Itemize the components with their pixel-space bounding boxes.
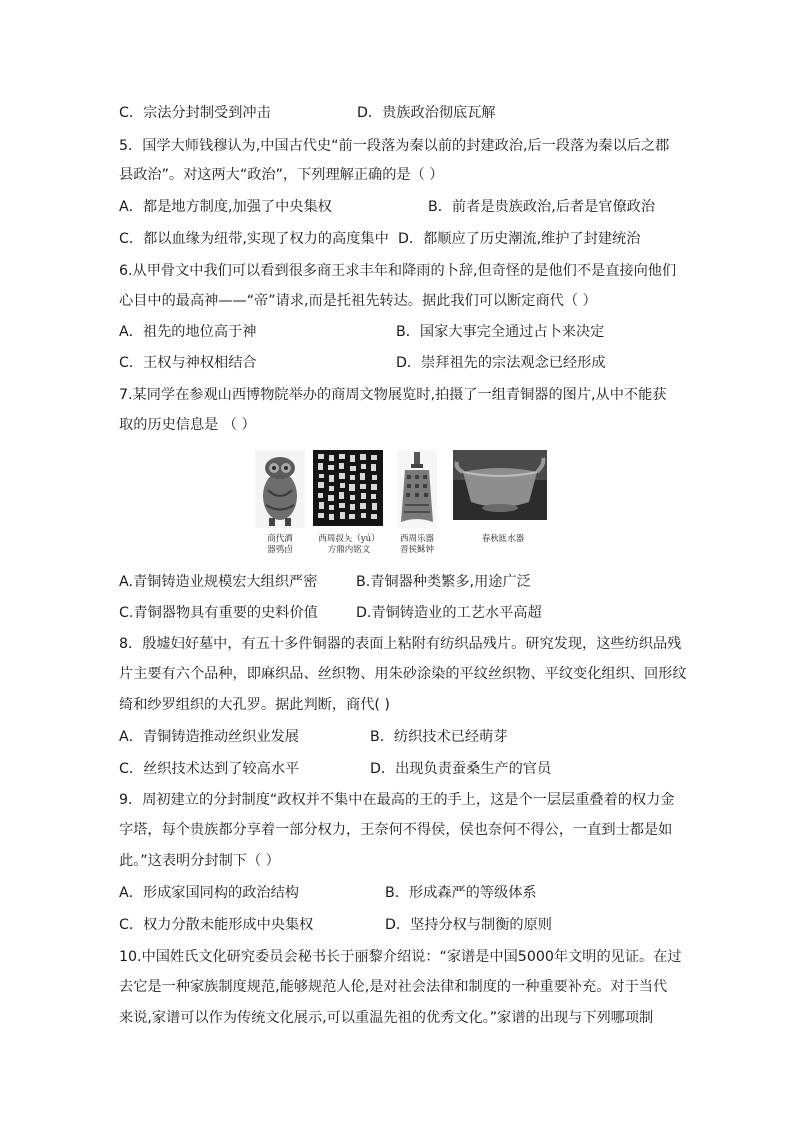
q8-option-a: A．青铜铸造推动丝织业发展: [119, 729, 299, 745]
q5-option-c: C．都以血缘为纽带,实现了权力的高度集中: [119, 231, 389, 247]
bronze-figure-group: [255, 450, 550, 560]
q6-option-b: B．国家大事完全通过占卜来决定: [396, 324, 605, 340]
question-6-stem-cont: 心目中的最高神——“帝”请求,而是托祖先转达。据此我们可以断定商代（ ）: [119, 293, 597, 309]
question-6-stem: 6.从甲骨文中我们可以看到很多商王求丰年和降雨的卜辞,但奇怪的是他们不是直接向他们: [119, 263, 677, 279]
question-5-stem-cont: 县政治”。对这两大“政治”，下列理解正确的是（ ）: [119, 167, 444, 183]
q8-option-c: C．丝织技术达到了较高水平: [119, 761, 300, 777]
inscription-image: [313, 450, 383, 530]
question-10-stem: 10.中国姓氏文化研究委员会秘书长于丽黎介绍说：“家谱是中国5000年文明的见证。在过: [119, 949, 682, 965]
q7-option-d: D.青铜铸造业的工艺水平高超: [356, 605, 542, 621]
q7-option-b: B.青铜器种类繁多,用途广泛: [356, 574, 531, 590]
q9-option-b: B．形成森严的等级体系: [385, 885, 537, 901]
figure-2-caption-line2: 方鼎内铭文: [327, 545, 371, 555]
q7-option-a: A.青铜铸造业规模宏大组织严密: [119, 574, 318, 590]
q5-option-d: D．都顺应了历史潮流,维护了封建统治: [398, 231, 641, 247]
q6-option-d: D．崇拜祖先的宗法观念已经形成: [396, 355, 606, 371]
figure-3-caption-line2: 晋侯稣钟: [399, 545, 434, 555]
water-vessel-image: [453, 450, 547, 524]
q9-option-d: D．坚持分权与制衡的原则: [385, 917, 552, 933]
question-7-stem: 7.某同学在参观山西博物院举办的商周文物展览时,拍摄了一组青铜器的图片,从中不能获: [119, 387, 667, 403]
question-9-stem: 9．周初建立的分封制度“政权并不集中在最高的王的手上，这是个一层层重叠着的权力金: [119, 792, 675, 808]
question-10-stem-cont1: 去它是一种家族制度规范,能够规范人伦,是对社会法律和制度的一种重要补充。对于当代: [119, 979, 668, 995]
figure-1-caption-line2: 器鸮卣: [267, 545, 293, 555]
q9-option-a: A．形成家国同构的政治结构: [119, 885, 299, 901]
q6-option-c: C．王权与神权相结合: [119, 355, 257, 371]
figure-1-caption-line1: 商代酒: [267, 534, 293, 544]
q8-option-d: D．出现负责蚕桑生产的官员: [370, 761, 552, 777]
figure-2-caption-line1: 西周叔夨（yú）: [318, 534, 380, 544]
figure-4-caption: 春秋匜水器: [481, 534, 525, 544]
q5-option-a: A．都是地方制度,加强了中央集权: [119, 199, 332, 215]
q5-option-b: B．前者是贵族政治,后者是官僚政治: [428, 199, 656, 215]
q8-option-b: B．纺织技术已经萌芽: [370, 729, 508, 745]
figure-3-caption-line1: 西周乐器: [399, 534, 434, 544]
owl-vessel-image: [255, 450, 305, 532]
question-9-stem-cont2: 此。”这表明分封制下（ ）: [119, 853, 280, 869]
q6-option-a: A．祖先的地位高于神: [119, 324, 257, 340]
question-8-stem: 8．殷墟妇好墓中，有五十多件铜器的表面上粘附有纺织品残片。研究发现，这些纺织品残: [119, 636, 682, 652]
bell-image: [397, 450, 437, 532]
question-7-stem-cont: 取的历史信息是 （ ）: [119, 417, 256, 433]
option-c: C．宗法分封制受到冲击: [119, 105, 271, 121]
question-8-stem-cont1: 片主要有六个品种，即麻织品、丝织物、用朱砂涂染的平纹丝织物、平纹变化组织、回形纹: [119, 666, 687, 682]
q9-option-c: C．权力分散未能形成中央集权: [119, 917, 314, 933]
option-d: D．贵族政治彻底瓦解: [357, 105, 496, 121]
q7-option-c: C.青铜器物具有重要的史料价值: [119, 605, 318, 621]
question-8-stem-cont2: 绮和纱罗组织的大孔罗。据此判断，商代( ): [119, 697, 390, 713]
question-10-stem-cont2: 来说,家谱可以作为传统文化展示,可以重温先祖的优秀文化。”家谱的出现与下列哪项制: [119, 1010, 654, 1026]
question-5-stem: 5．国学大师钱穆认为,中国古代史“前一段落为秦以前的封建政治,后一段落为秦以后之郡: [119, 138, 670, 154]
question-9-stem-cont1: 字塔，每个贵族都分享着一部分权力，王奈何不得侯，侯也奈何不得公，一直到士都是如: [119, 822, 673, 838]
